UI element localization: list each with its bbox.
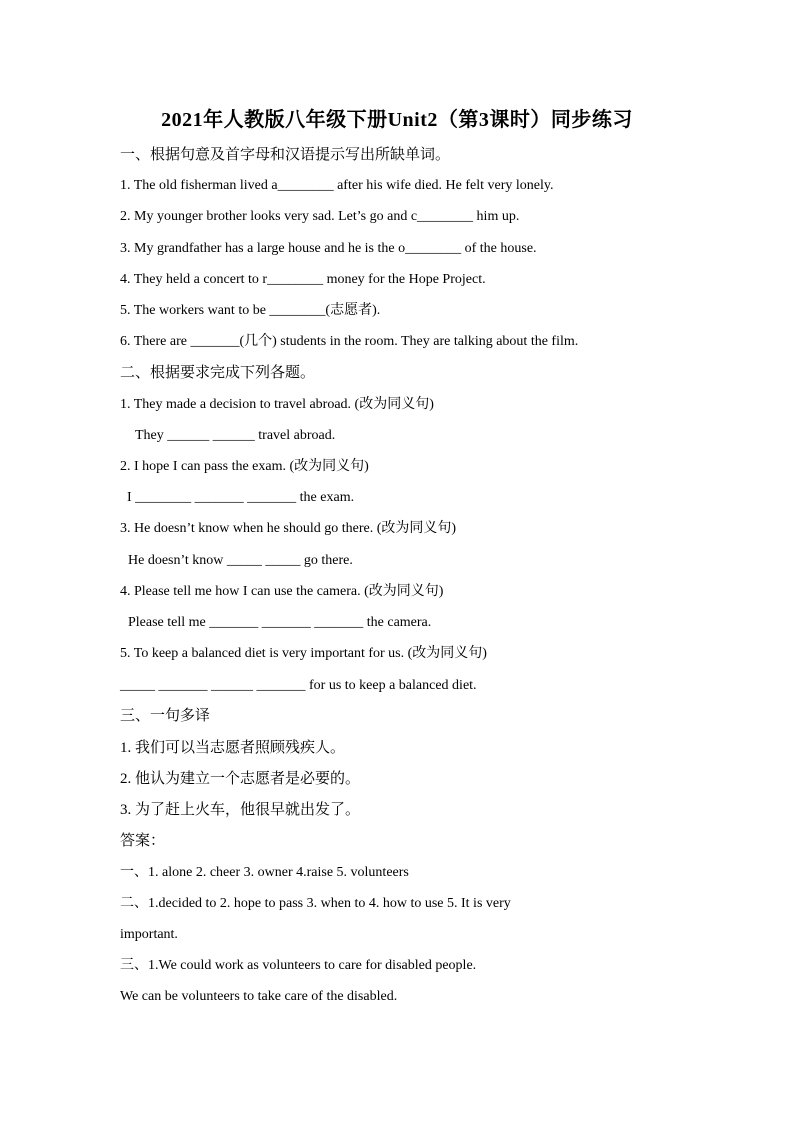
answers-heading: 答案： [120,833,166,849]
section2-item-4: 4. Please tell me how I can use the camera. (改为同义句) [120,584,444,599]
section1-item-6: 6. There are _______(几个) students in the room. They are talking about the film. [120,334,579,349]
section2-item-4-answer: Please tell me _______ _______ _______ the camera. [128,615,432,630]
section1-item-4: 4. They held a concert to r________ money for the Hope Project. [120,272,486,287]
section1-item-1: 1. The old fisherman lived a________ after his wife died. He felt very lonely. [120,178,554,193]
section2-item-5-answer: _____ _______ ______ _______ for us to keep a balanced diet. [120,678,477,693]
section3-item-2: 2. 他认为建立一个志愿者是必要的。 [120,771,361,787]
section2-item-3: 3. He doesn’t know when he should go there. (改为同义句) [120,521,457,536]
answers-line-2: 二、1.decided to 2. hope to pass 3. when to 4. how to use 5. It is very [120,896,511,911]
answers-line-1: 一、1. alone 2. cheer 3. owner 4.raise 5. volunteers [120,865,409,880]
answers-line-3: important. [120,927,178,942]
section2-item-1: 1. They made a decision to travel abroad. (改为同义句) [120,397,434,412]
section1-item-3: 3. My grandfather has a large house and he is the o________ of the house. [120,241,537,256]
section3-heading: 三、一句多译 [120,708,211,724]
answers-line-5: We can be volunteers to take care of the disabled. [120,989,398,1004]
answers-line-4: 三、1.We could work as volunteers to care for disabled people. [120,958,477,973]
section2-item-3-answer: He doesn’t know _____ _____ go there. [128,553,353,568]
section1-item-5: 5. The workers want to be ________(志愿者). [120,303,381,318]
section1-heading: 一、根据句意及首字母和汉语提示写出所缺单词。 [120,147,451,163]
section3-item-3: 3. 为了赶上火车，他很早就出发了。 [120,802,361,818]
section3-item-1: 1. 我们可以当志愿者照顾残疾人。 [120,740,346,756]
section2-item-2: 2. I hope I can pass the exam. (改为同义句) [120,459,369,474]
document-title: 2021年人教版八年级下册Unit2（第3课时）同步练习 [161,109,633,131]
section2-item-5: 5. To keep a balanced diet is very important for us. (改为同义句) [120,646,487,661]
section1-item-2: 2. My younger brother looks very sad. Let’s go and c________ him up. [120,209,520,224]
section2-item-2-answer: I ________ _______ _______ the exam. [127,490,355,505]
section2-heading: 二、根据要求完成下列各题。 [120,365,316,381]
section2-item-1-answer: They ______ ______ travel abroad. [135,428,336,443]
